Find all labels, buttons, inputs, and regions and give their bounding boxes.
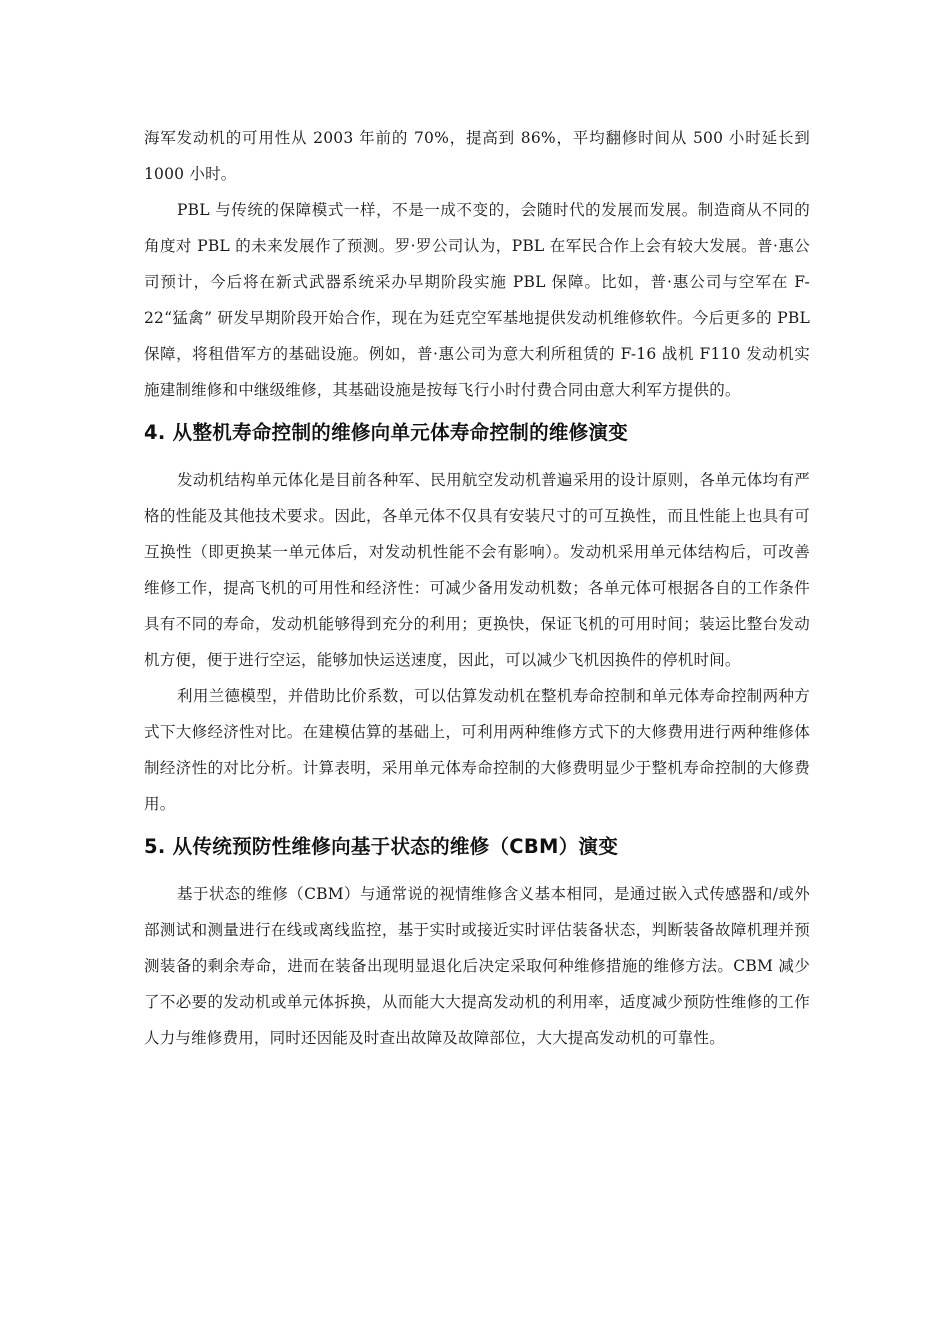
paragraph-pbl-development: PBL 与传统的保障模式一样，不是一成不变的，会随时代的发展而发展。制造商从不同的角度对 PBL 的未来发展作了预测。罗·罗公司认为，PBL 在军民合作上会有较大发展。普·惠公司预计，今后将在新式武器系统采办早期阶段实施 PBL 保障。比如，普·惠公司与空军在 F-22“猛禽” 研发早期阶段开始合作，现在为廷克空军基地提供发动机维修软件。今后更多的 PBL 保障，将租借军方的基础设施。例如，普·惠公司为意大利所租赁的 F-16 战机 F110 发动机实施建制维修和中继级维修，其基础设施是按每飞行小时付费合同由意大利军方提供的。 (144, 201, 810, 399)
section-heading-5: 5. 从传统预防性维修向基于状态的维修（CBM）演变 (144, 835, 619, 858)
paragraph-navy-engine-availability: 海军发动机的可用性从 2003 年前的 70%，提高到 86%，平均翻修时间从 500 小时延长到 1000 小时。 (144, 129, 810, 183)
paragraph-cbm: 基于状态的维修（CBM）与通常说的视情维修含义基本相同，是通过嵌入式传感器和/或外部测试和测量进行在线或离线监控，基于实时或接近实时评估装备状态，判断装备故障机理并预测装备的剩余寿命，进而在装备出现明显退化后决定采取何种维修措施的维修方法。CBM 减少了不必要的发动机或单元体拆换，从而能大大提高发动机的利用率，适度减少预防性维修的工作人力与维修费用，同时还因能及时查出故障及故障部位，大大提高发动机的可靠性。 (144, 885, 810, 1047)
paragraph-unit-body-design: 发动机结构单元体化是目前各种军、民用航空发动机普遍采用的设计原则，各单元体均有严格的性能及其他技术要求。因此，各单元体不仅具有安装尺寸的可互换性，而且性能上也具有可互换性（即更换某一单元体后，对发动机性能不会有影响）。发动机采用单元体结构后，可改善维修工作，提高飞机的可用性和经济性：可减少备用发动机数；各单元体可根据各自的工作条件具有不同的寿命，发动机能够得到充分的利用；更换快，保证飞机的可用时间；装运比整台发动机方便，便于进行空运，能够加快运送速度，因此，可以减少飞机因换件的停机时间。 (144, 471, 810, 669)
paragraph-rand-model: 利用兰德模型，并借助比价系数，可以估算发动机在整机寿命控制和单元体寿命控制两种方式下大修经济性对比。在建模估算的基础上，可利用两种维修方式下的大修费用进行两种维修体制经济性的对比分析。计算表明，采用单元体寿命控制的大修费明显少于整机寿命控制的大修费用。 (144, 687, 810, 813)
document-body (144, 120, 810, 1056)
section-heading-4: 4. 从整机寿命控制的维修向单元体寿命控制的维修演变 (144, 421, 629, 444)
